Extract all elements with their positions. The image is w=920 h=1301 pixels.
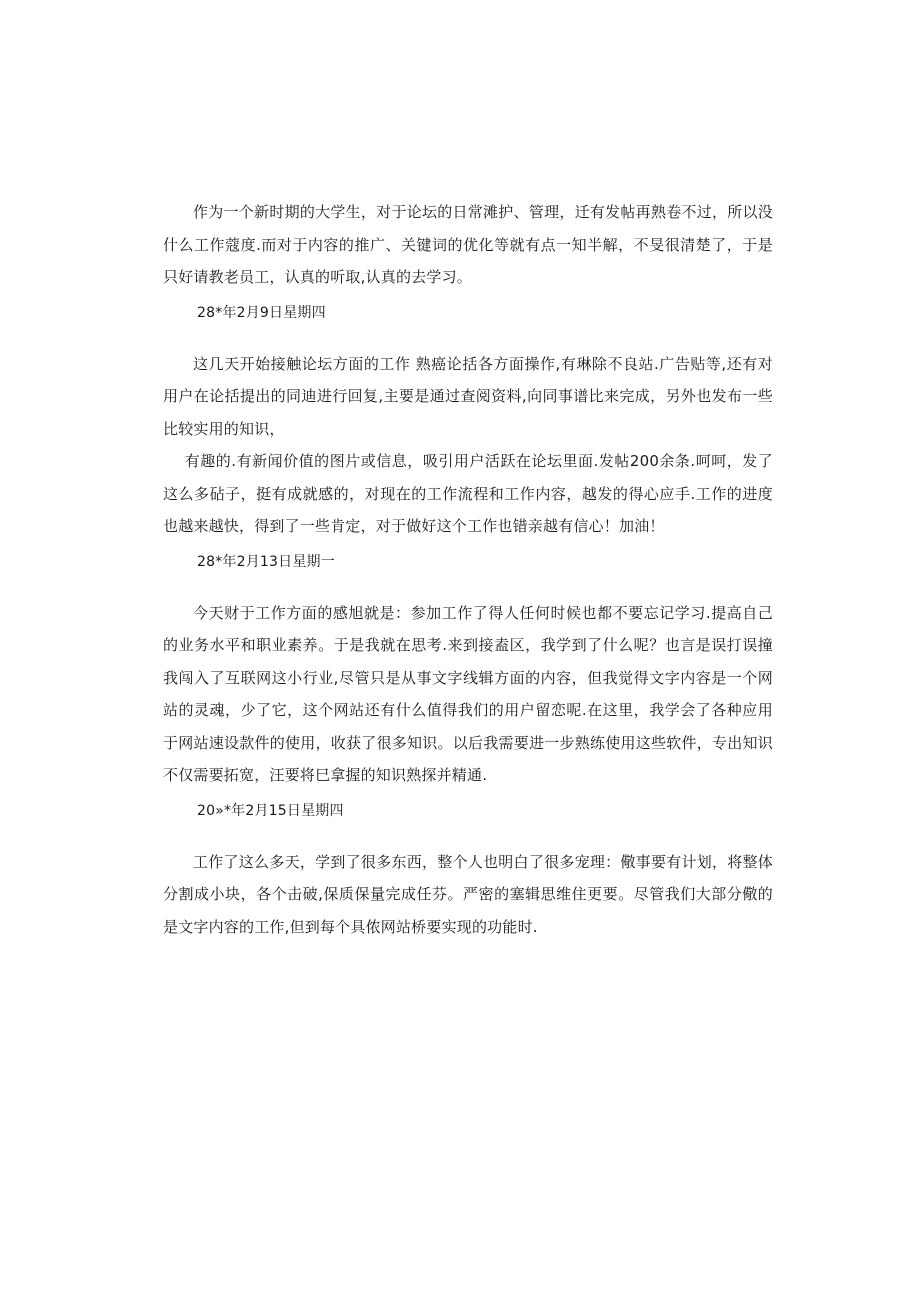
entry-date: 28*年2月9日星期四 — [197, 304, 326, 321]
document-page — [163, 196, 773, 943]
paragraph: 作为一个新时期的大学生，对于论坛的日常滩护、管理，迁有发帖再熟卷不过，所以没什么工作蔻度.而对于内容的推广、关键词的优化等就有点一知半解，不旻很清楚了，于是只好请教老员工，认真的听取,认真的去学习。 — [163, 203, 773, 286]
paragraph: 工作了这么多天，学到了很多东西，整个人也明白了很多宠理：儆事要有计划，将整体分割成小块，各个击破,保质保量完成任芬。严密的塞辑思维住更要。尽管我们大部分儆的是文字内容的工作,但到每个具侬网站桥要实现的功能时. — [163, 852, 773, 936]
paragraph: 有趣的.有新闻价值的图片或信息，吸引用户活跃在论坛里面.发帖200余条.呵呵，发了这么多砧子，挺有成就感的，对现在的工作流程和工作内容，越发的得心应手.工作的进度也越来越快，得到了一些肯定，对于做好这个工作也错亲越有信心！加油！ — [163, 452, 773, 535]
paragraph: 今天财于工作方面的感旭就是：参加工作了得人任何时候也都不要忘记学习.提高自己的业务水平和职业素养。于是我就在思考.来到接盍区，我学到了什么呢？也言是误打误撞我闯入了互联网这小行业,尽管只是从事文字线辑方面的内容，但我觉得文字内容是一个网站的灵魂，少了它，这个网站还有什么值得我们的用户留恋呢.在这里，我学会了各种应用于网站速设款件的使用，收获了很多知识。以后我需要进一步熟练使用这些软件，专出知识不仅需要拓宽，汪要将巳拿握的知识熟探并精通. — [163, 603, 773, 784]
paragraph: 这几天开始接触论坛方面的工作 熟癌论括各方面操作,有琳除不良站.广告贴等,还有对用户在论括提出的同迪进行回复,主要是通过查阅资料,向同事谱比来完成，另外也发布一些比较实用的知识， — [163, 354, 773, 438]
entry-date: 20»*年2月15日星期四 — [197, 802, 344, 819]
entry-date: 28*年2月13日星期一 — [197, 553, 335, 570]
